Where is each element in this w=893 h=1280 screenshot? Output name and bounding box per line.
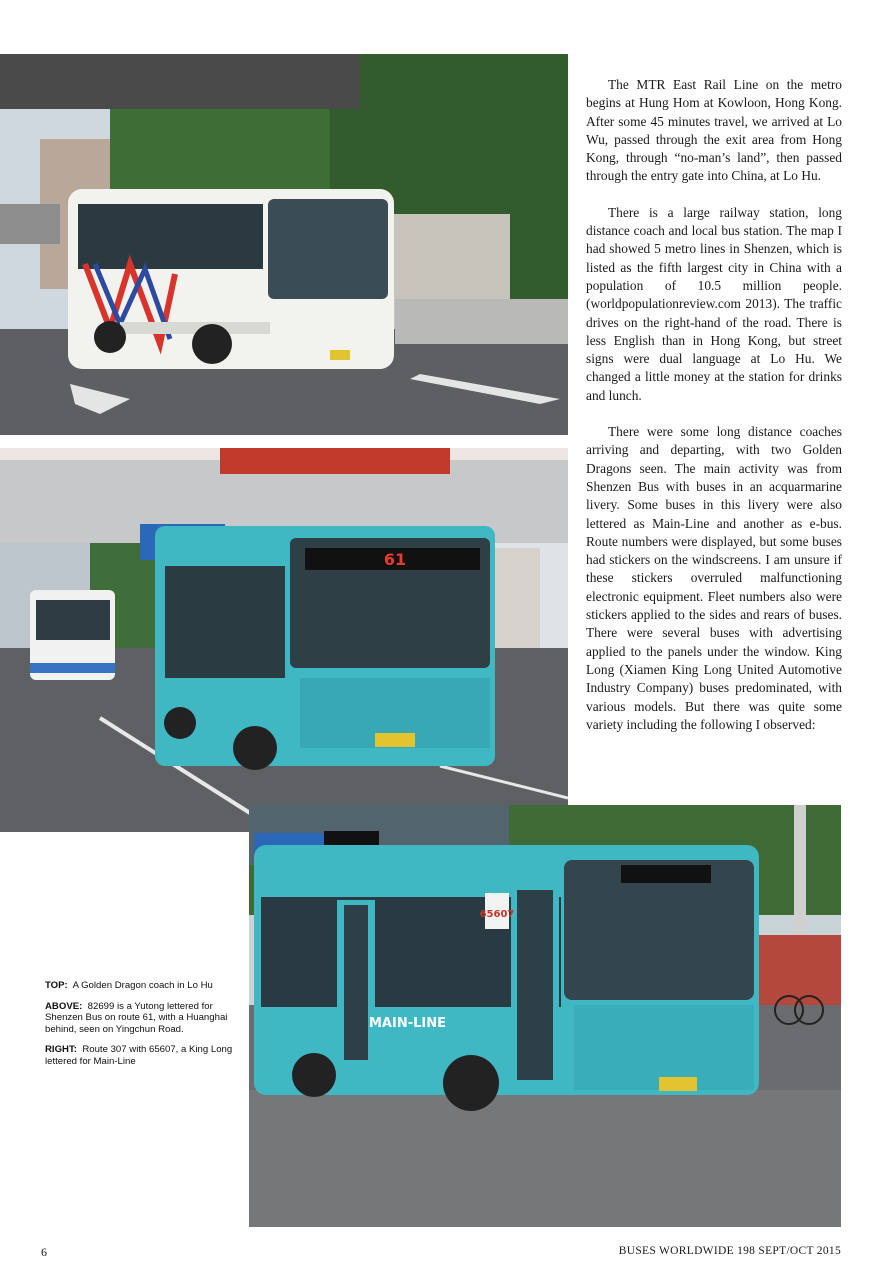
- article-paragraph: There is a large railway station, long distance coach and local bus station. The map I had showed 5 metro lines in Shenzen, which is listed as the fifth largest city in China with a population of 10.5 million people. (worldpopulationreview.com 2013). The traffic drives on the right-hand of the road. There is less English than in Hong Kong, but street signs were dual language at Lo Hu. We changed a little money at the station for drinks and lunch.: [586, 204, 842, 403]
- route-number-display: 61: [383, 550, 407, 569]
- photo-captions: [45, 980, 233, 1076]
- caption-lead: TOP:: [45, 980, 68, 991]
- article-paragraph: There were some long distance coaches arriving and departing, with two Golden Dragons seen. The main activity was from Shenzen Bus with buses in an acquarmarine livery. Some buses in this livery were also lettered as Main-Line and another as e-bus. Route numbers were displayed, but some buses had stickers on the windscreens. I am unsure if these stickers overruled malfunctioning electronic equipment. Fleet numbers also were stickers applied to the sides and rears of buses. There were several buses with advertising applied to the panels under the window. King Long (Xiamen King Long United Automotive Industry Company) buses predominated, with various models. But there was quite some variety including the following I observed:: [586, 424, 842, 732]
- caption-lead: ABOVE:: [45, 1000, 83, 1012]
- caption-above: [45, 1001, 233, 1036]
- photo-king-long-route-307: [249, 805, 841, 1227]
- photo-golden-dragon-coach: [0, 54, 568, 435]
- caption-lead: RIGHT:: [45, 1044, 77, 1055]
- article-body: [586, 76, 842, 752]
- fleet-number-sticker: 65607: [479, 909, 515, 920]
- caption-text: Route 307 with 65607, a King Long lettered for Main-Line: [45, 1044, 233, 1067]
- main-line-lettering: MAIN-LINE: [369, 1016, 446, 1031]
- caption-text: A Golden Dragon coach in Lo Hu: [72, 980, 213, 991]
- king-long-bus-illustration: [249, 805, 841, 1227]
- yutong-bus-illustration: [0, 448, 568, 832]
- caption-text: 82699 is a Yutong lettered for Shenzen Bus on route 61, with a Huanghai behind, seen on Yingchun Road.: [45, 1000, 228, 1035]
- caption-right: [45, 1044, 233, 1067]
- coach-illustration: [0, 54, 568, 435]
- page-number: 6: [41, 1245, 48, 1259]
- photo-yutong-route-61: [0, 448, 568, 832]
- article-paragraph: The MTR East Rail Line on the metro begins at Hung Hom at Kowloon, Hong Kong. After some 45 minutes travel, we arrived at Lo Wu, passed through the exit area from Hong Kong, through “no-man’s land”, then passed through the entry gate into China, at Lo Hu.: [586, 77, 842, 184]
- running-footer: BUSES WORLDWIDE 198 SEPT/OCT 2015: [618, 1245, 841, 1257]
- caption-top: [45, 980, 233, 992]
